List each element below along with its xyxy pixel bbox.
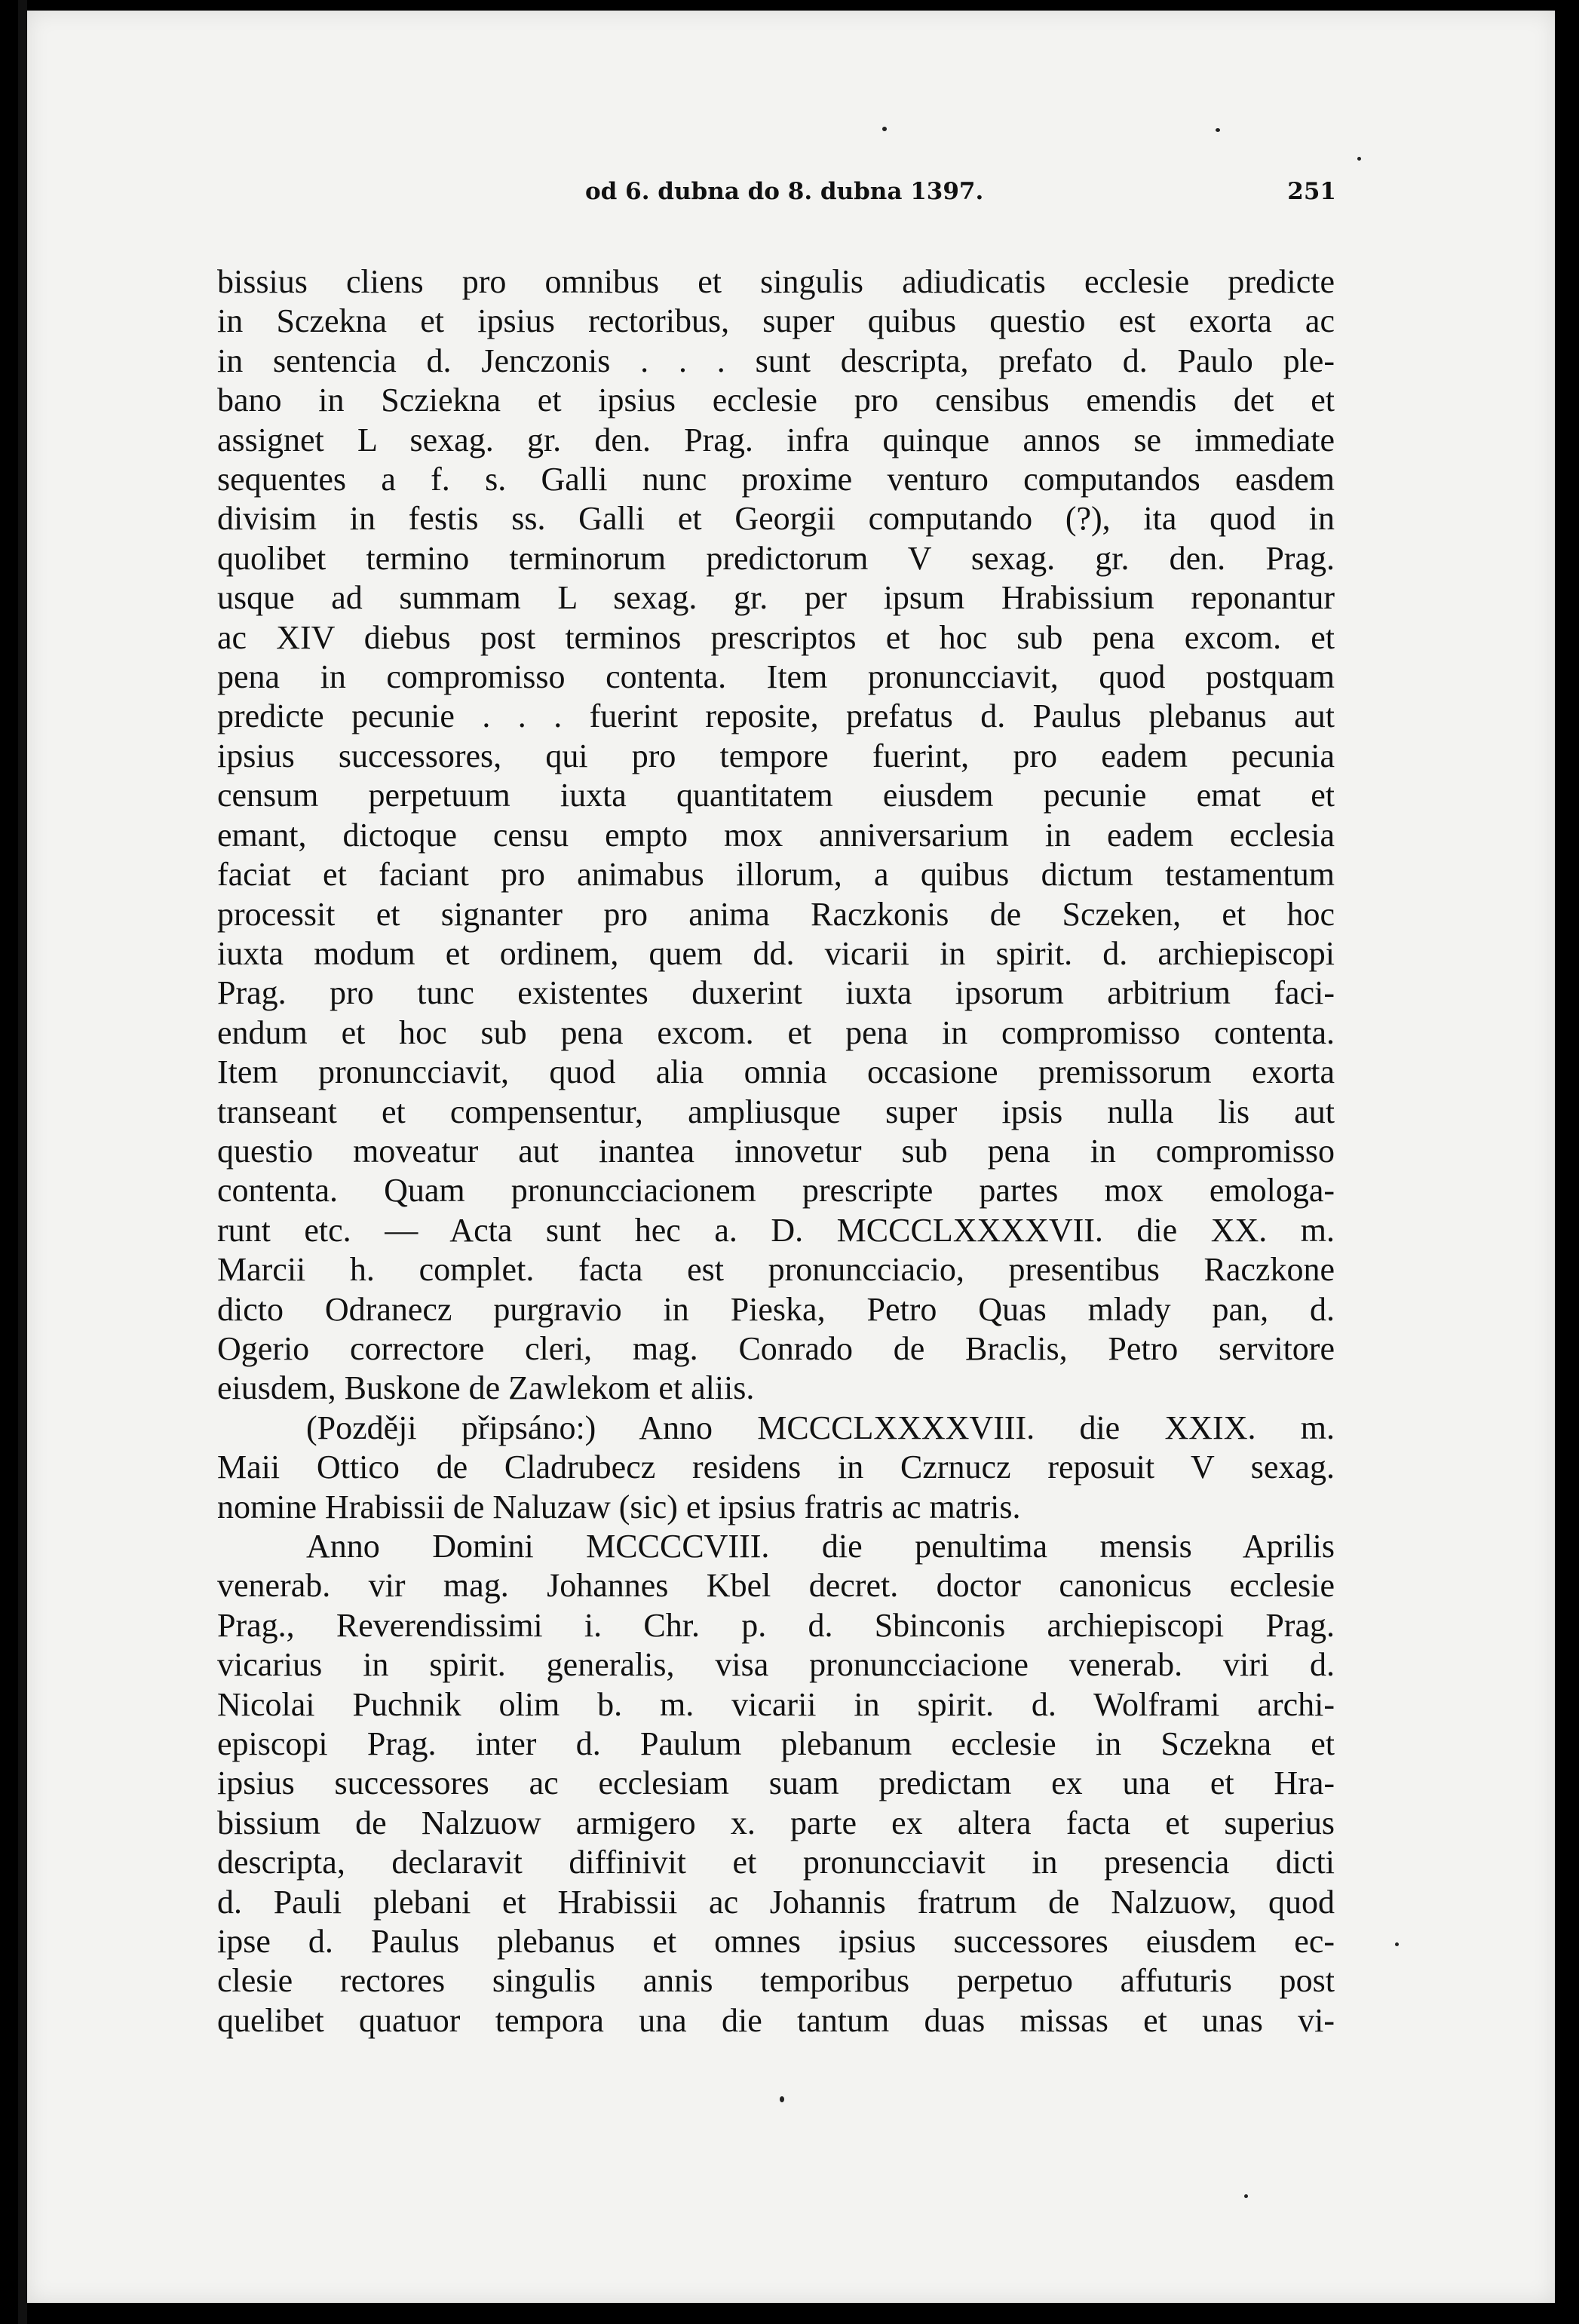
edge-mark-top — [18, 1274, 24, 1305]
scan-speck — [1244, 2194, 1248, 2198]
scan-speck — [1216, 128, 1220, 132]
edge-mark-middle — [18, 1712, 26, 1749]
scan-speck — [1357, 157, 1361, 161]
body-text — [217, 262, 1335, 2040]
text-line: processit et signanter pro anima Raczkonis de Sczeken, et hoc — [217, 895, 1335, 933]
text-line: predicte pecunie . . . fuerint reposite, prefatus d. Paulus plebanus aut — [217, 698, 1335, 735]
text-line: (Později připsáno:) Anno MCCCLXXXXVIII. die XXIX. m. — [306, 1409, 1335, 1446]
text-line: divisim in festis ss. Galli et Georgii computando (?), ita quod in — [217, 500, 1335, 538]
text-line: questio moveatur aut inantea innovetur sub pena in compromisso — [217, 1132, 1335, 1170]
text-line: ac XIV diebus post terminos prescriptos et hoc sub pena excom. et — [217, 618, 1335, 656]
text-line: assignet L sexag. gr. den. Prag. infra quinque annos se immediate — [217, 421, 1335, 458]
page-header — [0, 178, 1579, 223]
text-line: Prag., Reverendissimi i. Chr. p. d. Sbinconis archiepiscopi Prag. — [217, 1606, 1335, 1644]
text-line: in Sczekna et ipsius rectoribus, super quibus questio est exorta ac — [217, 302, 1335, 340]
text-line: ipsius successores, qui pro tempore fuerint, pro eadem pecunia — [217, 737, 1335, 774]
text-line: contenta. Quam pronuncciacionem prescripte partes mox emologa- — [217, 1172, 1335, 1210]
text-line: emant, dictoque censu empto mox anniversarium in eadem ecclesia — [217, 816, 1335, 854]
text-line: usque ad summam L sexag. gr. per ipsum Hrabissium reponantur — [217, 579, 1335, 617]
text-line: ipsius successores ac ecclesiam suam predictam ex una et Hra- — [217, 1764, 1335, 1802]
text-line: d. Pauli plebani et Hrabissii ac Johannis fratrum de Nalzuow, quod — [217, 1883, 1335, 1921]
text-line: clesie rectores singulis annis temporibus perpetuo affuturis post — [217, 1962, 1335, 2000]
text-line: runt etc. — Acta sunt hec a. D. MCCCLXXXXVII. die XX. m. — [217, 1211, 1335, 1249]
running-title: od 6. dubna do 8. dubna 1397. — [585, 178, 984, 205]
text-line: bissius cliens pro omnibus et singulis adiudicatis ecclesie predicte — [217, 263, 1335, 300]
text-line: ipse d. Paulus plebanus et omnes ipsius successores eiusdem ec- — [217, 1923, 1335, 1961]
text-line: transeant et compensentur, ampliusque super ipsis nulla lis aut — [217, 1093, 1335, 1130]
text-line: eiusdem, Buskone de Zawlekom et aliis. — [217, 1369, 755, 1407]
text-line: sequentes a f. s. Galli nunc proxime venturo computandos easdem — [217, 461, 1335, 498]
text-line: venerab. vir mag. Johannes Kbel decret. doctor canonicus ecclesie — [217, 1567, 1335, 1605]
text-line: iuxta modum et ordinem, quem dd. vicarii in spirit. d. archiepiscopi — [217, 934, 1335, 972]
text-line: Item pronuncciavit, quod alia omnia occasione premissorum exorta — [217, 1053, 1335, 1091]
text-line: faciat et faciant pro animabus illorum, a quibus dictum testamentum — [217, 856, 1335, 894]
text-line: quolibet termino terminorum predictorum V sexag. gr. den. Prag. — [217, 539, 1335, 577]
text-line: bano in Scziekna et ipsius ecclesie pro censibus emendis det et — [217, 382, 1335, 419]
text-line: quelibet quatuor tempora una die tantum duas missas et unas vi- — [217, 2001, 1335, 2039]
text-line: descripta, declaravit diffinivit et pronuncciavit in presencia dicti — [217, 1844, 1335, 1881]
text-line: in sentencia d. Jenczonis . . . sunt descripta, prefato d. Paulo ple- — [217, 342, 1335, 379]
text-line: pena in compromisso contenta. Item pronuncciavit, quod postquam — [217, 658, 1335, 696]
text-line: nomine Hrabissii de Naluzaw (sic) et ipsius fratris ac matris. — [217, 1488, 1021, 1525]
text-line: endum et hoc sub pena excom. et pena in compromisso contenta. — [217, 1013, 1335, 1051]
text-line: episcopi Prag. inter d. Paulum plebanum ecclesie in Sczekna et — [217, 1725, 1335, 1763]
text-line: Nicolai Puchnik olim b. m. vicarii in spirit. d. Wolframi archi- — [217, 1685, 1335, 1723]
scan-speck — [780, 2096, 784, 2102]
text-line: Maii Ottico de Cladrubecz residens in Czrnucz reposuit V sexag. — [217, 1449, 1335, 1486]
text-line: dicto Odranecz purgravio in Pieska, Petro Quas mlady pan, d. — [217, 1290, 1335, 1328]
text-line: Prag. pro tunc existentes duxerint iuxta ipsorum arbitrium faci- — [217, 974, 1335, 1012]
text-line: vicarius in spirit. generalis, visa pronuncciacione venerab. viri d. — [217, 1646, 1335, 1684]
text-line: Marcii h. complet. facta est pronuncciacio, presentibus Raczkone — [217, 1251, 1335, 1289]
binding-edge — [18, 0, 27, 2324]
scan-speck — [1395, 1942, 1399, 1946]
page-number: 251 — [1287, 178, 1336, 205]
text-line: bissium de Nalzuow armigero x. parte ex altera facta et superius — [217, 1804, 1335, 1841]
scan-speck — [882, 127, 887, 131]
text-line: Ogerio correctore cleri, mag. Conrado de Braclis, Petro servitore — [217, 1329, 1335, 1367]
text-line: Anno Domini MCCCCVIII. die penultima mensis Aprilis — [306, 1528, 1335, 1565]
text-line: censum perpetuum iuxta quantitatem eiusdem pecunie emat et — [217, 777, 1335, 814]
